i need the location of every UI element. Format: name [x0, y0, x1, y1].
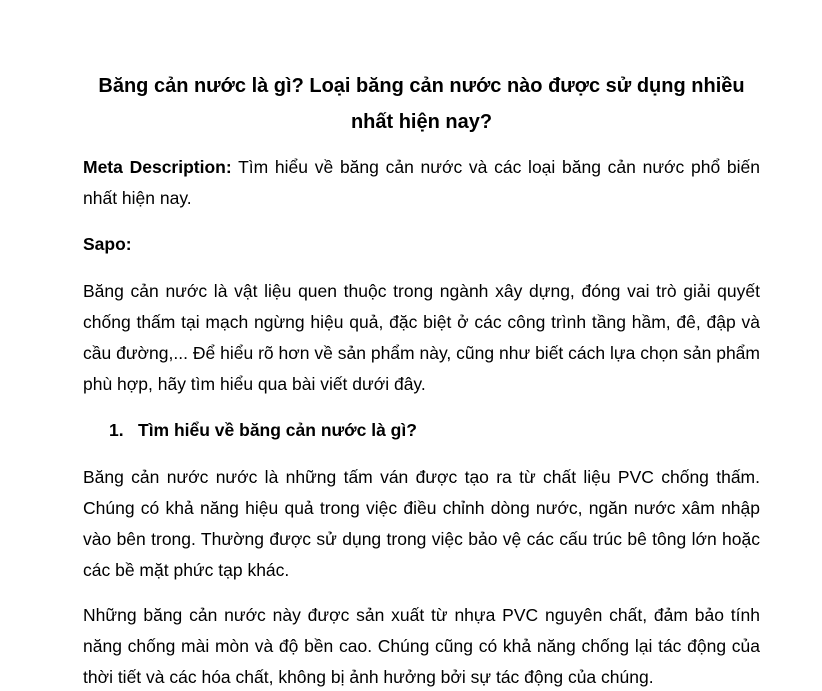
section-number: 1.	[109, 420, 124, 440]
document-title: Băng cản nước là gì? Loại băng cản nước nào được sử dụng nhiều nhất hiện nay?	[98, 75, 745, 133]
meta-description-label: Meta Description:	[83, 157, 232, 177]
sapo-label: Sapo:	[83, 234, 132, 254]
section-heading-text: Tìm hiểu về băng cản nước là gì?	[138, 420, 417, 440]
sapo-paragraph: Băng cản nước là vật liệu quen thuộc trong ngành xây dựng, đóng vai trò giải quyết chống thấm tại mạch ngừng hiệu quả, đặc biệt ở các công trình tầng hầm, đê, đập và cầu đường,... Để hiểu rõ hơn về sản phẩm này, cũng như biết cách lựa chọn sản phẩm phù hợp, hãy tìm hiểu qua bài viết dưới đây.	[83, 281, 760, 394]
meta-description-text: Tìm hiểu về băng cản nước và các loại băng cản nước phổ biến nhất hiện nay.	[83, 157, 760, 208]
section-paragraph-2: Những băng cản nước này được sản xuất từ nhựa PVC nguyên chất, đảm bảo tính năng chống mài mòn và độ bền cao. Chúng cũng có khả năng chống lại tác động của thời tiết và các hóa chất, không bị ảnh hưởng bởi sự tác động của chúng.	[83, 605, 760, 687]
section-paragraph-1: Băng cản nước nước là những tấm ván được tạo ra từ chất liệu PVC chống thấm. Chúng có khả năng hiệu quả trong việc điều chỉnh dòng nước, ngăn nước xâm nhập vào bên trong. Thường được sử dụng trong việc bảo vệ các cấu trúc bê tông lớn hoặc các bề mặt phức tạp khác.	[83, 467, 760, 580]
meta-description	[83, 152, 760, 214]
section-heading	[109, 415, 417, 446]
